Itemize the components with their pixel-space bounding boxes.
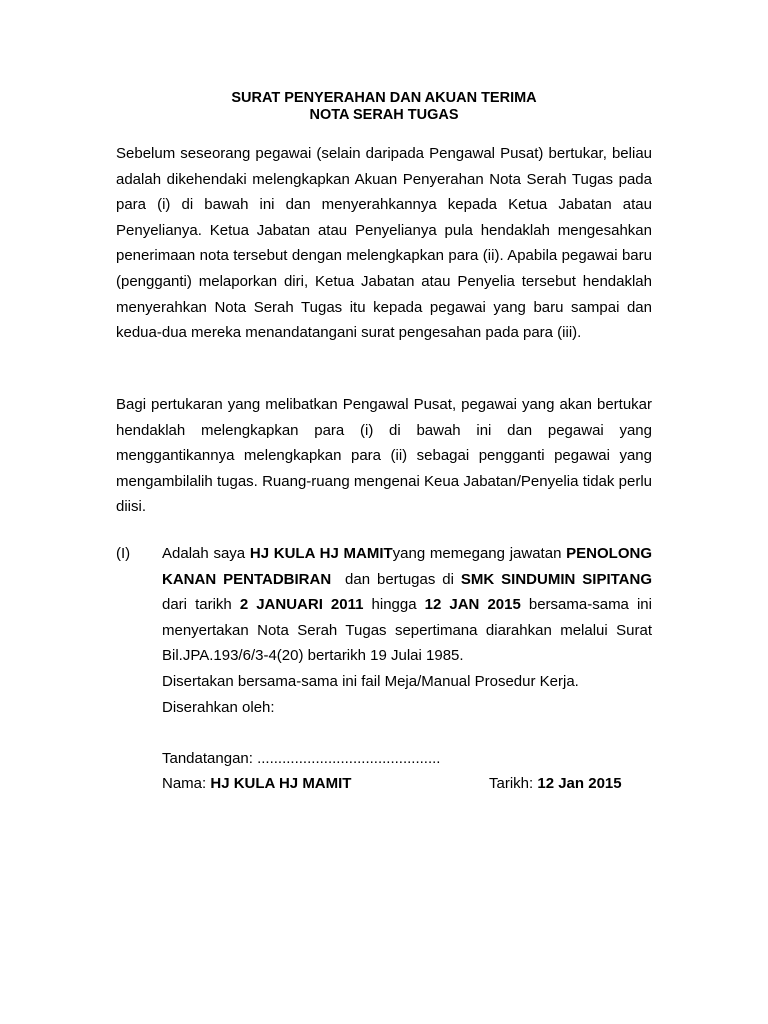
declaration-position-lead: yang memegang jawatan (392, 545, 567, 562)
declaration-text (162, 541, 652, 669)
date-to: 12 JAN 2015 (424, 596, 521, 614)
document-title-line-1: SURAT PENYERAHAN DAN AKUAN TERIMA (231, 90, 537, 106)
signature-dots: ............................................ (257, 749, 441, 767)
school-name: SMK SINDUMIN SIPITANG (460, 570, 652, 588)
declaration-date-lead: dari tarikh (162, 596, 240, 614)
declaration-lead: Adalah saya (162, 545, 250, 562)
date-from: 2 JANUARI 2011 (239, 596, 364, 614)
blank-line (162, 720, 652, 746)
intro-paragraph: Sebelum seseorang pegawai (selain daripada Pengawal Pusat) bertukar, beliau adalah dikehendaki melengkapkan Akuan Penyerahan Nota Serah Tugas pada para (i) di bawah ini dan menyerahkannya kepada Ketua Jabatan atau Penyelianya. Ketua Jabatan atau Penyelianya pula hendaklah mengesahkan penerimaan nota tersebut dengan melengkapkan para (ii). Apabila pegawai baru (pengganti) melaporkan diri, Ketua Jabatan atau Penyelia tersebut hendaklah menyerahkan Nota Serah Tugas itu kepada pegawai yang baru sampai dan kedua-dua mereka menandatangani surat pengesahan pada para (iii). (116, 145, 652, 342)
name-date-row (162, 771, 652, 797)
section-number: (I) (116, 545, 131, 562)
name-label: Nama: (162, 775, 211, 793)
document-title-line-2: NOTA SERAH TUGAS (309, 107, 459, 123)
central-controller-paragraph: Bagi pertukaran yang melibatkan Pengawal Pusat, pegawai yang akan bertukar hendaklah melengkapkan para (i) di bawah ini dan pegawai yang menggantikannya melengkapkan para (ii) sebagai pengganti pegawai yang mengambilalih tugas. Ruang-ruang mengenai Keua Jabatan/Penyelia tidak perlu diisi. (116, 396, 652, 516)
signature-label: Tandatangan: (162, 749, 258, 767)
handed-by-label: Diserahkan oleh: (162, 698, 275, 716)
date-value: 12 Jan 2015 (537, 775, 622, 793)
declaration-school-lead: dan bertugas di (331, 570, 461, 588)
declaration-until: hingga (363, 596, 425, 614)
date-label: Tarikh: (489, 775, 538, 793)
attachment-line: Disertakan bersama-sama ini fail Meja/Manual Prosedur Kerja. (162, 672, 579, 690)
section-body (162, 541, 652, 797)
signature-line (162, 746, 652, 772)
officer-name: HJ KULA HJ MAMIT (249, 545, 393, 562)
name-value: HJ KULA HJ MAMIT (210, 775, 352, 793)
name-field (162, 775, 351, 792)
declaration-rest: bersama-sama ini menyertakan Nota Serah Tugas sepertimana diarahkan melalui Surat Bil.JPA.193/6/3-4(20) bertarikh 19 Julai 1985. (162, 596, 652, 665)
officer-position: PENOLONG KANAN PENTADBIRAN (162, 545, 652, 588)
date-field (489, 771, 622, 797)
